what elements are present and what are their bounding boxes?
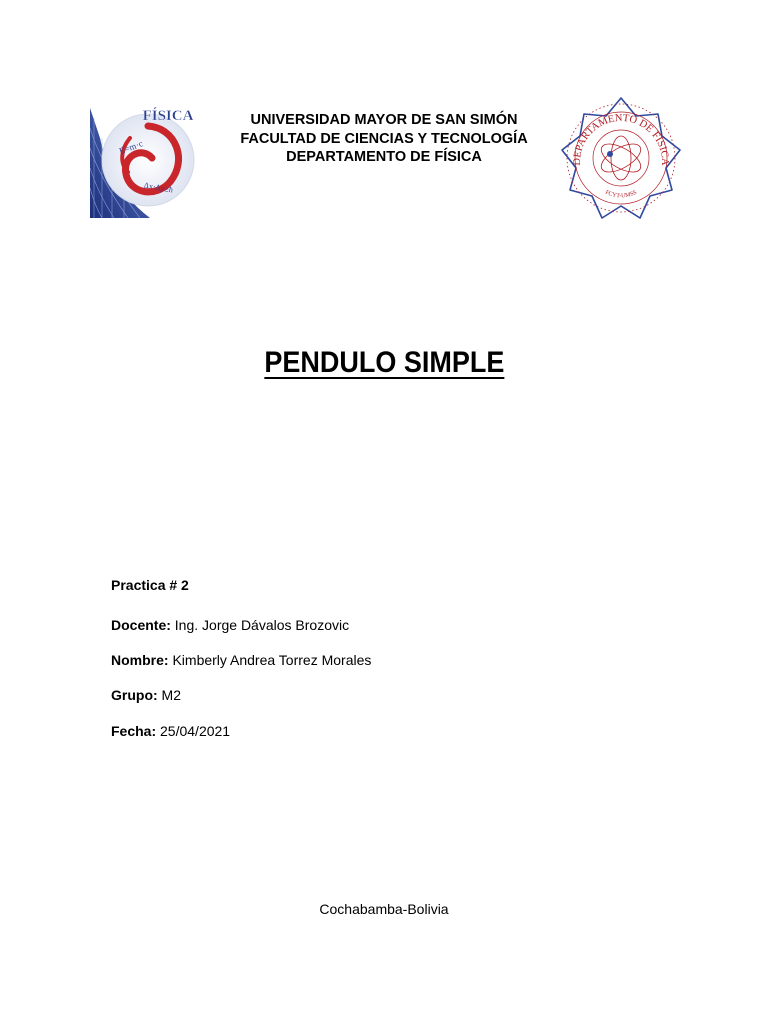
title-text: PENDULO SIMPLE xyxy=(263,346,505,379)
fisica-logo-icon xyxy=(90,98,198,220)
nombre-line xyxy=(111,652,371,668)
grupo-label: Grupo: xyxy=(111,687,162,703)
fecha-label: Fecha: xyxy=(111,723,161,739)
formula-1-text: E=m·c xyxy=(117,138,145,157)
docente-value: Ing. Jorge Dávalos Brozovic xyxy=(174,617,350,633)
practica-line: Practica # 2 xyxy=(111,577,189,593)
svg-text:DEPARTAMENTO DE FÍSICA xyxy=(572,113,670,166)
department-name: DEPARTAMENTO DE FÍSICA xyxy=(286,149,482,165)
svg-text:FCYT-UMSS xyxy=(604,190,638,200)
docente-label: Docente: xyxy=(111,617,175,633)
department-seal-icon xyxy=(558,92,684,226)
university-name: UNIVERSIDAD MAYOR DE SAN SIMÓN xyxy=(250,112,518,128)
seal-ring-text: DEPARTAMENTO DE FÍSICA xyxy=(571,112,671,166)
location-footer: Cochabamba-Bolivia xyxy=(319,901,449,917)
fecha-value: 25/04/2021 xyxy=(160,723,231,739)
fisica-brand-text: FÍSICA xyxy=(142,108,194,124)
institution-header xyxy=(200,111,568,167)
nombre-value: Kimberly Andrea Torrez Morales xyxy=(172,652,372,668)
fecha-line xyxy=(111,723,230,739)
nombre-label: Nombre: xyxy=(111,652,173,668)
docente-line xyxy=(111,617,349,633)
grupo-line xyxy=(111,687,181,703)
seal-bottom-text: FCYT-UMSS xyxy=(604,189,638,200)
grupo-value: M2 xyxy=(161,687,181,703)
formula-2-text: Δx·Δp≥ħ xyxy=(143,180,174,195)
faculty-name: FACULTAD DE CIENCIAS Y TECNOLOGÍA xyxy=(240,130,528,147)
document-title xyxy=(0,346,768,380)
